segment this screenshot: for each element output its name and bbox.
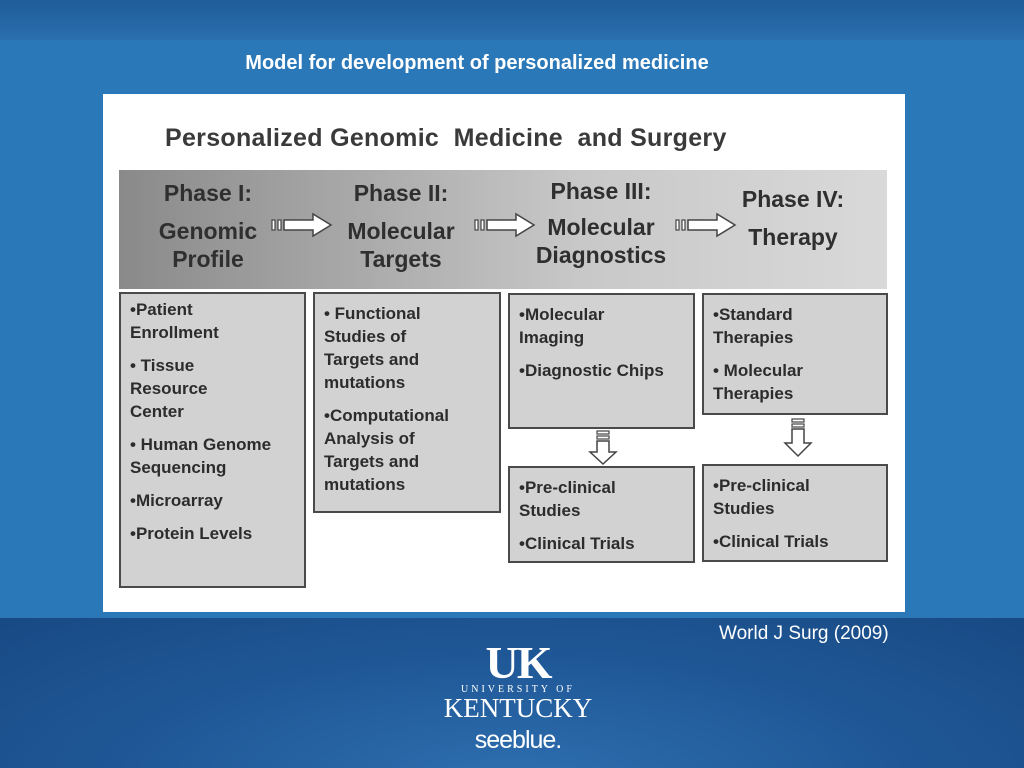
figure-heading: Personalized Genomic Medicine and Surgery	[165, 124, 727, 152]
list-item: •Diagnostic Chips	[519, 361, 664, 380]
down-arrow-icon	[588, 430, 618, 466]
university-logo	[438, 636, 598, 758]
logo-university-of: UNIVERSITY OF	[461, 684, 575, 695]
phase-2-box	[313, 292, 501, 513]
list-item: • Functional Studies of Targets and mutations	[324, 304, 421, 392]
list-item: •Patient Enrollment	[130, 300, 219, 342]
list-item: • Human Genome Sequencing	[130, 435, 272, 477]
phase-4-bottom-box	[702, 464, 888, 562]
phase-3-subtitle: Molecular Diagnostics	[535, 214, 667, 268]
list-item: •Pre-clinical Studies	[519, 478, 616, 520]
list-item: •Standard Therapies	[713, 305, 794, 347]
right-arrow-icon	[474, 212, 536, 238]
logo-kentucky: KENTUCKY	[443, 693, 593, 723]
phase-4-subtitle: Therapy	[748, 224, 838, 250]
phase-4-name: Phase IV:	[741, 186, 845, 212]
phase-1-subtitle: Genomic Profile	[158, 218, 258, 272]
phase-2-subtitle: Molecular Targets	[347, 218, 455, 272]
phase-2-header	[331, 179, 471, 273]
phase-4-top-box	[702, 293, 888, 415]
phase-3-top-box	[508, 293, 695, 429]
list-item: •Clinical Trials	[713, 532, 829, 551]
phase-1-box	[119, 292, 306, 588]
list-item: • Tissue Resource Center	[130, 356, 208, 421]
phase-3-name: Phase III:	[550, 178, 652, 204]
logo-tagline: seeblue.	[474, 726, 562, 754]
phase-1-name: Phase I:	[163, 180, 253, 206]
list-item: •Microarray	[130, 491, 223, 510]
phase-3-header	[523, 177, 679, 269]
top-band	[0, 0, 1024, 40]
phase-4-header	[723, 185, 863, 251]
list-item: •Protein Levels	[130, 524, 253, 543]
list-item: •Pre-clinical Studies	[713, 476, 810, 518]
slide-title: Model for development of personalized medicine	[245, 52, 709, 74]
right-arrow-icon	[271, 212, 333, 238]
list-item: •Computational Analysis of Targets and mutations	[324, 406, 449, 494]
logo-mark: UK	[485, 637, 551, 688]
down-arrow-icon	[783, 418, 813, 458]
list-item: •Molecular Imaging	[519, 305, 605, 347]
citation: World J Surg (2009)	[719, 623, 889, 644]
phase-1-header	[143, 179, 273, 273]
phase-3-bottom-box	[508, 466, 695, 563]
right-arrow-icon	[675, 212, 737, 238]
list-item: • Molecular Therapies	[713, 361, 804, 403]
list-item: •Clinical Trials	[519, 534, 635, 553]
figure-panel	[103, 94, 905, 612]
phase-2-name: Phase II:	[353, 180, 449, 206]
